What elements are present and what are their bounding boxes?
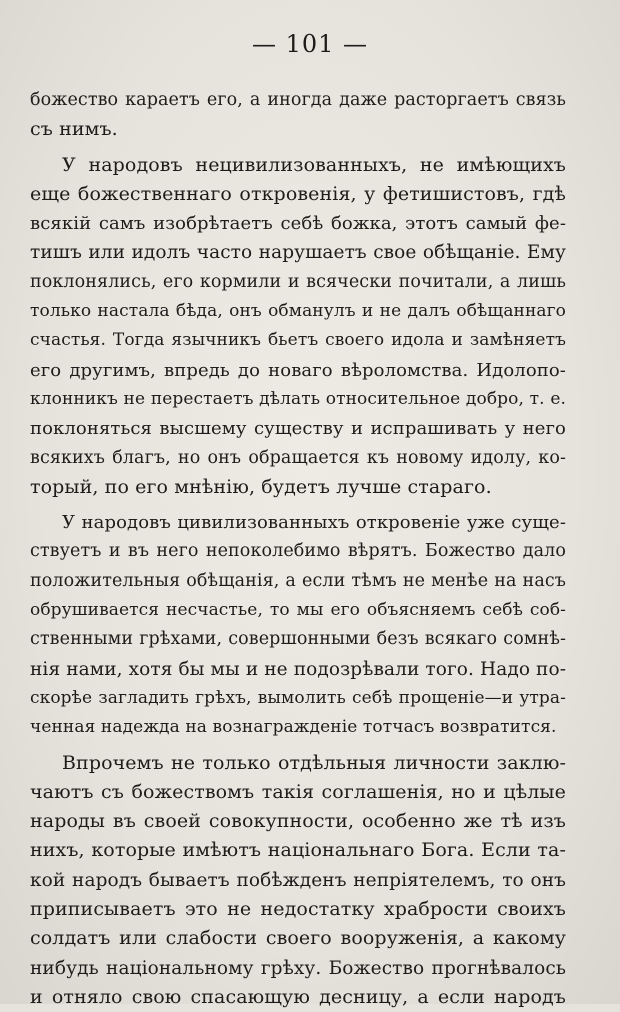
text-line: поклоняться высшему существу и испрашивать у него — [30, 418, 566, 440]
paragraph — [30, 749, 566, 1012]
text-line: клонникъ не перестаетъ дѣлать относительное добро, т. е. — [30, 388, 566, 409]
text-line: тишъ или идолъ часто нарушаетъ свое обѣщаніе. Ему — [30, 242, 566, 264]
text-line: только настала бѣда, онъ обманулъ и не далъ обѣщаннаго — [30, 301, 566, 322]
text-line: съ нимъ. — [30, 118, 118, 141]
text-line: обрушивается несчастье, то мы его объясняемъ себѣ соб- — [30, 600, 566, 621]
text-line: торый, по его мнѣнію, будетъ лучше стараго. — [30, 475, 492, 498]
text-line: приписываетъ это не недостатку храбрости своихъ — [30, 898, 566, 921]
text-line: чаютъ съ божествомъ такія соглашенія, но и цѣлые — [30, 780, 566, 803]
text-line: его другимъ, впредь до новаго вѣроломства. Идолопо- — [30, 359, 566, 381]
text-line: нія нами, хотя бы мы и не подозрѣвали того. Надо по- — [30, 658, 567, 680]
text-line: счастья. Тогда язычникъ бьетъ своего идола и замѣняетъ — [30, 330, 566, 351]
page-number: — 101 — — [251, 30, 369, 58]
body-text — [30, 86, 566, 1012]
text-line: У народовъ нецивилизованныхъ, не имѣющихъ — [62, 153, 566, 176]
text-line: скорѣе загладить грѣхъ, вымолить себѣ прощеніе—и утра- — [30, 687, 566, 708]
text-line: и отняло свою спасающую десницу, а если народъ — [30, 985, 566, 1008]
text-line: всякихъ благъ, но онъ обращается къ новому идолу, ко- — [30, 447, 566, 468]
text-line: народы въ своей совокупности, особенно же тѣ изъ — [30, 810, 566, 833]
text-line: нихъ, которые имѣютъ національнаго Бога. Если та- — [30, 839, 566, 862]
text-line: божество караетъ его, а иногда даже расторгаетъ связь — [30, 90, 566, 110]
text-line: положительныя обѣщанія, а если тѣмъ не менѣе на насъ — [30, 570, 566, 591]
text-line: ственными грѣхами, совершонными безъ всякаго сомнѣ- — [30, 629, 566, 650]
paragraph — [30, 508, 566, 742]
paragraph — [30, 151, 566, 503]
text-line: поклонялись, его кормили и всячески почитали, а лишь — [30, 271, 566, 292]
text-line: солдатъ или слабости своего вооруженія, а какому — [30, 927, 566, 950]
text-line: нибудь національному грѣху. Божество прогнѣвалось — [30, 957, 566, 979]
text-line: кой народъ бываетъ побѣжденъ непріятелемъ, то онъ — [30, 869, 566, 891]
text-line: всякій самъ изобрѣтаетъ себѣ божка, этотъ самый фе- — [30, 213, 566, 235]
text-line: ствуетъ и въ него непоколебимо вѣрятъ. Божество дало — [30, 541, 566, 562]
text-line: ченная надежда на вознагражденіе тотчасъ возвратится. — [30, 717, 557, 738]
text-line: еще божественнаго откровенія, у фетишистовъ, гдѣ — [30, 182, 566, 205]
text-line: У народовъ цивилизованныхъ откровеніе уже суще- — [62, 512, 566, 534]
text-line: Впрочемъ не только отдѣльныя личности заклю- — [62, 751, 566, 774]
paragraph — [30, 86, 566, 145]
